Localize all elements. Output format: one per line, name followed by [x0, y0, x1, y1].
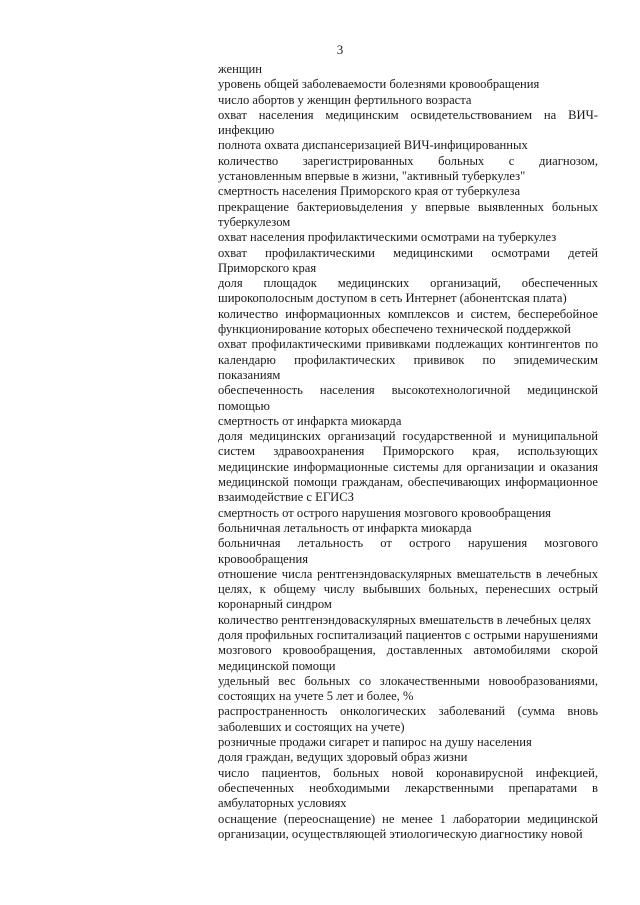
list-item: доля площадок медицинских организаций, обеспеченных широкополосным доступом в сеть Интернет (абонентская плата): [218, 276, 598, 306]
list-item: охват профилактическими прививками подлежащих контингентов по календарю профилактических прививок по эпидемическим показаниям: [218, 337, 598, 382]
list-item: удельный вес больных со злокачественными новообразованиями, состоящих на учете 5 лет и более, %: [218, 673, 598, 704]
list-item: уровень общей заболеваемости болезнями кровообращения: [218, 77, 540, 92]
list-item: охват населения медицинским освидетельствованием на ВИЧ-инфекцию: [218, 107, 598, 138]
list-item: больничная летальность от инфаркта миокарда: [218, 520, 472, 535]
indicator-list: [218, 62, 598, 842]
page-number: 3: [336, 42, 344, 57]
list-item: охват профилактическими медицинскими осмотрами детей Приморского края: [218, 245, 598, 275]
list-item: смертность от острого нарушения мозгового кровообращения: [218, 505, 551, 520]
list-item: больничная летальность от острого нарушения мозгового кровообращения: [218, 536, 598, 566]
list-item: число абортов у женщин фертильного возраста: [218, 92, 472, 107]
list-item: смертность от инфаркта миокарда: [218, 413, 402, 428]
list-item: количество рентгенэндоваскулярных вмешательств в лечебных целях: [218, 612, 592, 627]
list-item: распространенность онкологических заболеваний (сумма вновь заболевших и состоящих на учете): [218, 704, 598, 734]
list-item: доля профильных госпитализаций пациентов с острыми нарушениями мозгового кровообращения, доставленных автомобилями скорой медицинской помощи: [218, 627, 598, 673]
list-item: оснащение (переоснащение) не менее 1 лаборатории медицинской организации, осуществляющей этиологическую диагностику новой: [218, 811, 598, 841]
list-item: женщин: [218, 62, 263, 76]
list-item: число пациентов, больных новой коронавирусной инфекцией, обеспеченных необходимыми лекарственными препаратами в амбулаторных условиях: [218, 765, 598, 811]
list-item: прекращение бактериовыделения у впервые выявленных больных туберкулезом: [218, 199, 598, 229]
list-item: количество зарегистрированных больных с диагнозом, установленным впервые в жизни, "активный туберкулез": [218, 153, 598, 184]
list-item: доля медицинских организаций государственной и муниципальной систем здравоохранения Приморского края, использующих медицинские информационные системы для организации и оказания медицинской помощи гражданам, обеспечивающих информационное взаимодействие с ЕГИСЗ: [218, 429, 598, 505]
list-item: смертность населения Приморского края от туберкулеза: [218, 184, 521, 199]
list-item: полнота охвата диспансеризацией ВИЧ-инфицированных: [218, 138, 528, 153]
list-item: доля граждан, ведущих здоровый образ жизни: [218, 750, 468, 765]
list-item: розничные продажи сигарет и папирос на душу населения: [218, 735, 532, 750]
list-item: обеспеченность населения высокотехнологичной медицинской помощью: [218, 383, 598, 413]
list-item: отношение числа рентгенэндоваскулярных вмешательств в лечебных целях, к общему числу выбывших больных, перенесших острый коронарный синдром: [218, 566, 598, 612]
list-item: охват населения профилактическими осмотрами на туберкулез: [218, 230, 557, 245]
list-item: количество информационных комплексов и систем, бесперебойное функционирование которых обеспечено технической поддержкой: [218, 306, 598, 337]
